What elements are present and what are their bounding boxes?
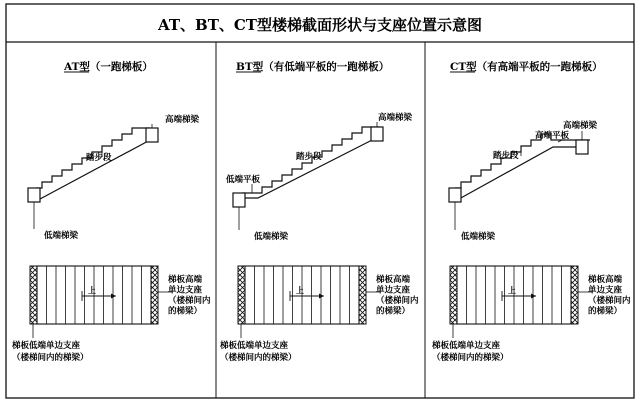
at-plan-up-label: 上 <box>88 286 96 295</box>
ct-high-beam <box>576 140 588 154</box>
bt-steps-label: 踏步段 <box>296 152 322 162</box>
at-plan-high-support <box>151 266 158 324</box>
ct-plan-high-support-label: 梯板高端 <box>588 275 623 285</box>
ct-low-beam-label: 低端梯梁 <box>461 232 496 242</box>
panel-heading-at: AT型（一跑梯板） <box>64 61 153 73</box>
ct-low-beam <box>449 188 461 202</box>
at-plan-low-support-label: （楼梯间内的梯梁） <box>12 353 89 363</box>
bt-plan-high-support-label: 单边支座 <box>376 285 411 296</box>
bt-plan-up-arrowhead <box>319 294 324 299</box>
bt-section <box>225 112 413 242</box>
ct-plan-low-support-label: 梯板低端单边支座 <box>432 341 501 351</box>
bt-high-beam <box>371 127 383 141</box>
ct-plan-low-support <box>450 266 457 324</box>
bt-plan-low-support-label: 梯板低端单边支座 <box>220 341 289 351</box>
panel-heading-ct: CT型（有高端平板的一跑梯板） <box>450 61 603 73</box>
ct-plan-high-support <box>571 266 578 324</box>
at-plan-low-support-label: 梯板低端单边支座 <box>12 341 81 351</box>
bt-low-platform-label: 低端平板 <box>226 175 261 185</box>
bt-plan-low-support <box>238 266 245 324</box>
plan-views <box>12 266 631 363</box>
at-low-beam <box>28 188 40 202</box>
at-plan-high-support-label: 的梯梁） <box>168 306 203 317</box>
ct-plan-high-support-label: 的梯梁） <box>588 306 623 317</box>
ct-steps-label: 踏步段 <box>493 151 519 161</box>
at-plan-high-support-label: 单边支座 <box>168 285 203 296</box>
bt-high-beam-label: 高端梯梁 <box>378 113 413 123</box>
ct-section <box>449 120 598 242</box>
at-high-beam-label: 高端梯梁 <box>165 115 200 125</box>
at-section <box>28 114 200 241</box>
diagram-title: AT、BT、CT型楼梯截面形状与支座位置示意图 <box>158 16 482 34</box>
bt-plan-high-support-label: （楼梯间内 <box>376 296 419 306</box>
at-plan-high-support-label: 梯板高端 <box>168 275 203 285</box>
at-high-beam <box>146 128 158 142</box>
bt-plan-high-support-label: 梯板高端 <box>376 275 411 285</box>
ct-plan-up-label: 上 <box>508 286 516 295</box>
bt-low-beam <box>233 193 245 207</box>
ct-plan-up-arrowhead <box>531 294 536 299</box>
at-low-beam-label: 低端梯梁 <box>44 231 79 241</box>
at-plan-low-support <box>30 266 37 324</box>
bt-plan-high-support <box>359 266 366 324</box>
ct-high-platform-label: 高端平板 <box>535 131 570 141</box>
ct-plan-low-support-label: （楼梯间内的梯梁） <box>432 353 509 363</box>
at-plan-high-support-label: （楼梯间内 <box>168 296 211 306</box>
bt-plan-high-support-label: 的梯梁） <box>376 306 411 317</box>
bt-low-beam-label: 低端梯梁 <box>254 232 289 242</box>
bt-plan-low-support-label: （楼梯间内的梯梁） <box>220 353 297 363</box>
ct-step-profile <box>455 134 590 188</box>
at-steps-label: 踏步段 <box>86 153 112 163</box>
panel-heading-bt: BT型（有低端平板的一跑梯板） <box>236 61 390 73</box>
at-plan-up-arrowhead <box>111 294 116 299</box>
ct-plan-high-support-label: （楼梯间内 <box>588 296 631 306</box>
bt-plan-up-label: 上 <box>296 286 304 295</box>
at-slab-soffit <box>40 139 152 199</box>
ct-high-beam-label: 高端梯梁 <box>563 121 598 131</box>
ct-plan-high-support-label: 单边支座 <box>588 285 623 296</box>
